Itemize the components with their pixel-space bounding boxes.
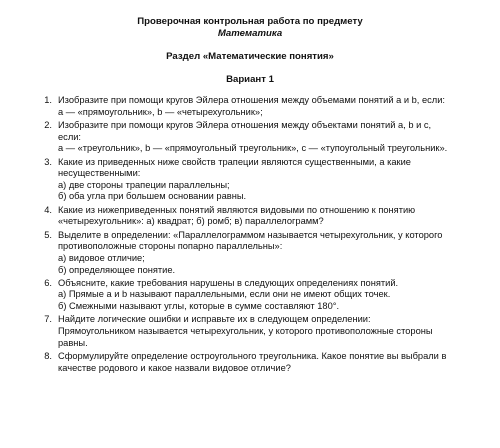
- question-text-line: a — «прямоугольник», b — «четырехугольник»;: [58, 106, 263, 117]
- question-text-line: б) Смежными называют углы, которые в сумме составляют 180°.: [58, 301, 340, 312]
- question-item: [44, 204, 478, 228]
- question-text-line: б) определяющее понятие.: [58, 264, 176, 275]
- document-title: Проверочная контрольная работа по предмету: [137, 16, 363, 27]
- document-header: [22, 16, 478, 86]
- question-text-line: Найдите логические ошибки и исправьте их в следующем определении:: [58, 314, 371, 325]
- question-text-line: а) две стороны трапеции параллельны;: [58, 179, 230, 190]
- question-number: 7.: [44, 314, 52, 325]
- question-text-line: Выделите в определении: «Параллелограммом называется четырехугольник, у которого: [58, 229, 443, 240]
- question-text-line: Прямоугольником называется четырехугольник, у которого противоположные стороны: [58, 326, 433, 337]
- question-text-line: противоположные стороны попарно параллельны»:: [58, 241, 283, 252]
- question-item: [44, 156, 478, 203]
- question-item: [44, 119, 478, 155]
- question-text-line: a — «треугольник», b — «прямоугольный треугольник», c — «тупоугольный треугольник».: [58, 143, 448, 154]
- question-item: [44, 229, 478, 276]
- question-item: [44, 95, 478, 118]
- question-text-line: Какие из нижеприведенных понятий являются видовыми по отношению к понятию: [58, 204, 416, 215]
- question-text-line: а) Прямые a и b называют параллельными, если они не имеют общих точек.: [58, 289, 391, 300]
- question-number: 3.: [44, 156, 52, 167]
- question-text-line: если:: [58, 131, 82, 142]
- question-text-line: Какие из приведенных ниже свойств трапеции являются существенными, а какие: [58, 156, 411, 167]
- question-text-line: несущественными:: [58, 168, 141, 179]
- question-item: [44, 351, 478, 374]
- question-list: [44, 95, 478, 374]
- question-text-line: качестве родового и какое назвали видовое отличие?: [58, 362, 291, 373]
- section-title: Раздел «Математические понятия»: [166, 51, 334, 62]
- question-text-line: Изобразите при помощи кругов Эйлера отношения между объемами понятий a и b, если:: [58, 95, 445, 105]
- question-item: [44, 314, 478, 349]
- header-spacer: [22, 40, 478, 51]
- question-text-line: Сформулируйте определение остроугольного треугольника. Какое понятие вы выбрали в: [58, 351, 447, 362]
- subject-name: Математика: [217, 28, 283, 39]
- question-number: 4.: [44, 204, 52, 215]
- question-number: 1.: [44, 95, 52, 105]
- question-text-line: а) видовое отличие;: [58, 252, 145, 263]
- question-item: [44, 277, 478, 313]
- question-number: 5.: [44, 229, 52, 240]
- question-text-line: равны.: [58, 337, 88, 348]
- question-number: 2.: [44, 119, 52, 130]
- question-text-line: б) оба угла при большем основании равны.: [58, 191, 247, 202]
- question-number: 6.: [44, 277, 52, 288]
- question-text-line: Объясните, какие требования нарушены в следующих определениях понятий.: [58, 277, 399, 288]
- question-number: 8.: [44, 351, 52, 362]
- question-text-line: «четырехугольник»: а) квадрат; б) ромб; в) параллелограмм?: [58, 216, 324, 227]
- question-text-line: Изобразите при помощи кругов Эйлера отношения между объектами понятий a, b и c,: [58, 119, 432, 130]
- variant-title: Вариант 1: [226, 74, 274, 85]
